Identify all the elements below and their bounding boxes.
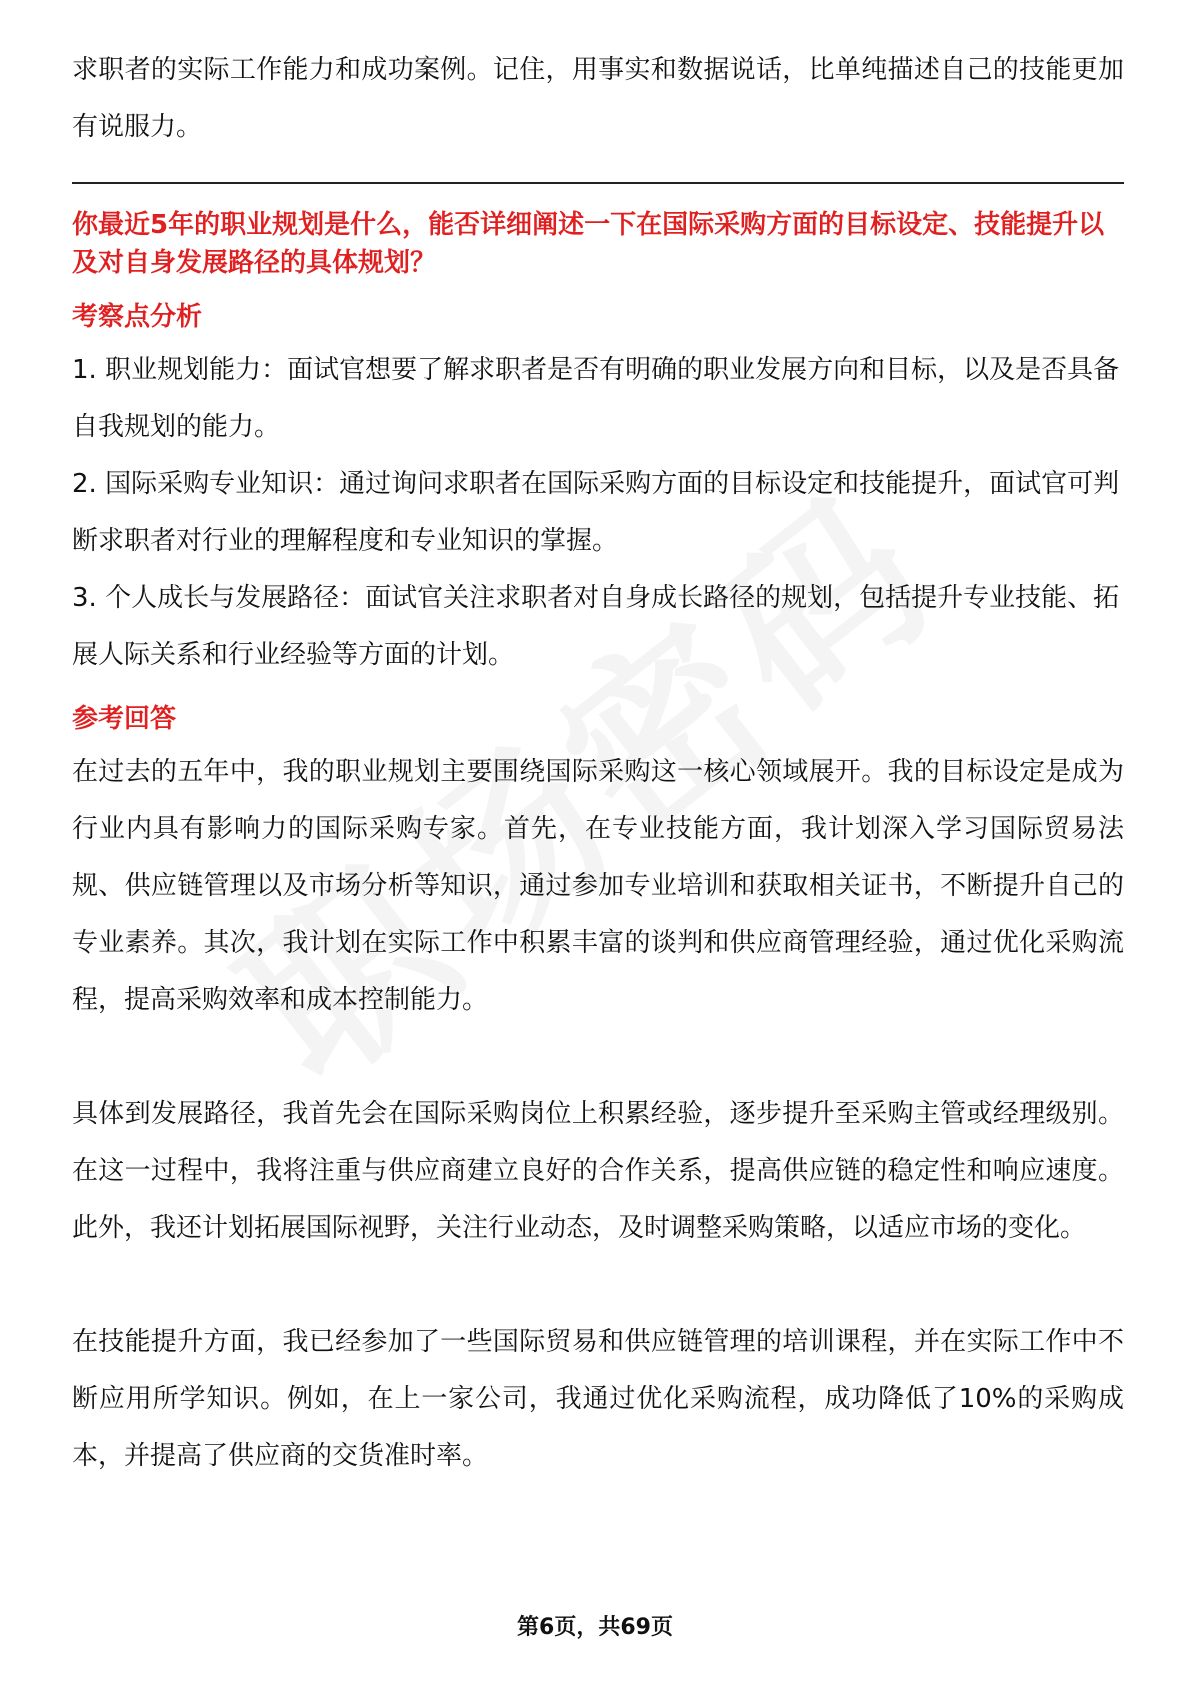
answer-body bbox=[72, 744, 1124, 1485]
analysis-point: 3. 个人成长与发展路径：面试官关注求职者对自身成长路径的规划，包括提升专业技能、拓展人际关系和行业经验等方面的计划。 bbox=[72, 583, 1120, 670]
analysis-point: 1. 职业规划能力：面试官想要了解求职者是否有明确的职业发展方向和目标，以及是否具备自我规划的能力。 bbox=[72, 355, 1120, 442]
analysis-list bbox=[72, 342, 1124, 684]
question-title: 你最近5年的职业规划是什么，能否详细阐述一下在国际采购方面的目标设定、技能提升以及对自身发展路径的具体规划？ bbox=[72, 210, 1105, 278]
page-content bbox=[72, 42, 1124, 1485]
answer-paragraph: 具体到发展路径，我首先会在国际采购岗位上积累经验，逐步提升至采购主管或经理级别。在这一过程中，我将注重与供应商建立良好的合作关系，提高供应链的稳定性和响应速度。此外，我还计划拓展国际视野，关注行业动态，及时调整采购策略，以适应市场的变化。 bbox=[72, 1099, 1124, 1243]
analysis-heading: 考察点分析 bbox=[72, 302, 203, 332]
answer-paragraph: 在过去的五年中，我的职业规划主要围绕国际采购这一核心领域展开。我的目标设定是成为行业内具有影响力的国际采购专家。首先，在专业技能方面，我计划深入学习国际贸易法规、供应链管理以及市场分析等知识，通过参加专业培训和获取相关证书，不断提升自己的专业素养。其次，我计划在实际工作中积累丰富的谈判和供应商管理经验，通过优化采购流程，提高采购效率和成本控制能力。 bbox=[72, 757, 1124, 1015]
answer-heading: 参考回答 bbox=[72, 704, 177, 734]
analysis-point: 2. 国际采购专业知识：通过询问求职者在国际采购方面的目标设定和技能提升，面试官可判断求职者对行业的理解程度和专业知识的掌握。 bbox=[72, 469, 1120, 556]
intro-continuation-text: 求职者的实际工作能力和成功案例。记住，用事实和数据说话，比单纯描述自己的技能更加有说服力。 bbox=[72, 55, 1124, 142]
page-number: 第6页，共69页 bbox=[517, 1615, 673, 1640]
section-divider bbox=[72, 182, 1124, 184]
answer-paragraph: 在技能提升方面，我已经参加了一些国际贸易和供应链管理的培训课程，并在实际工作中不断应用所学知识。例如，在上一家公司，我通过优化采购流程，成功降低了10%的采购成本，并提高了供应商的交货准时率。 bbox=[72, 1327, 1124, 1471]
